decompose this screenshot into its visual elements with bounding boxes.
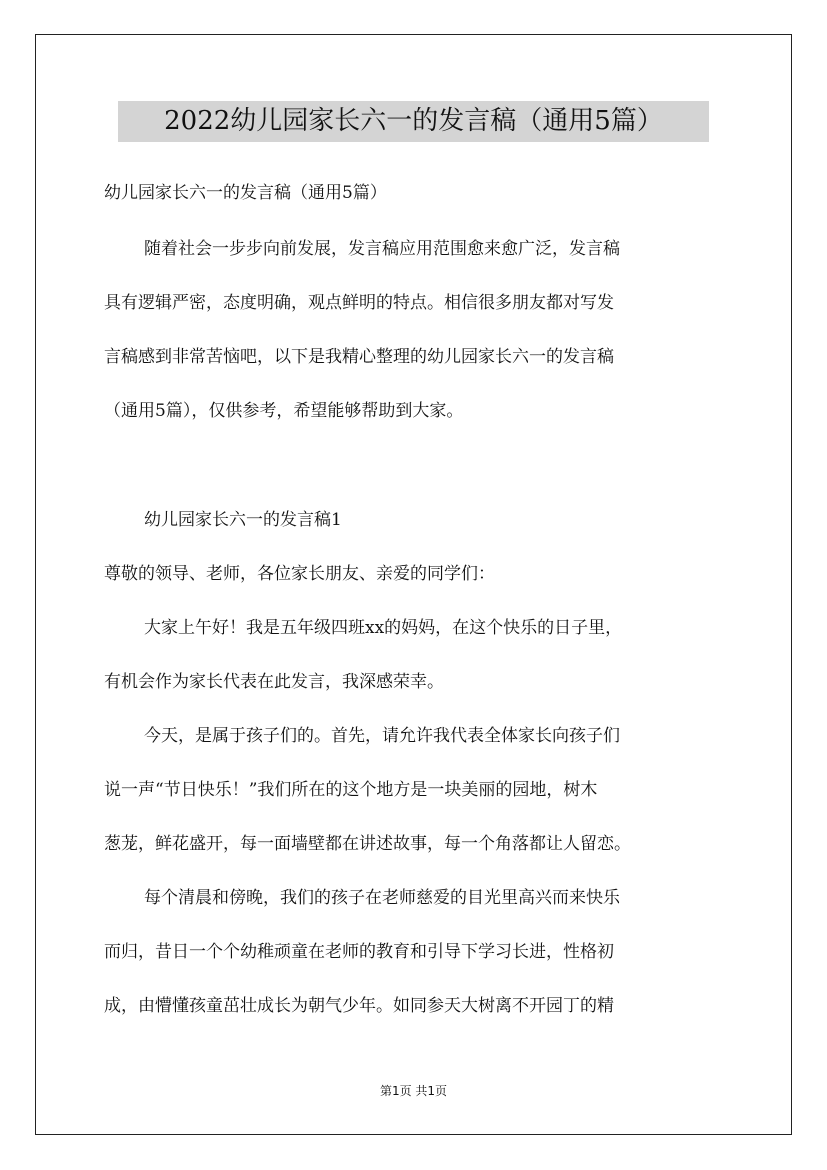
paragraph-line: 有机会作为家长代表在此发言，我深感荣幸。 (104, 672, 444, 692)
page-footer: 第1页 共1页 (379, 1084, 448, 1098)
section-heading: 幼儿园家长六一的发言稿1 (144, 510, 342, 530)
paragraph-line: 具有逻辑严密，态度明确，观点鲜明的特点。相信很多朋友都对写发 (104, 293, 614, 313)
paragraph-line: 每个清晨和傍晚，我们的孩子在老师慈爱的目光里高兴而来快乐 (144, 888, 620, 908)
subtitle: 幼儿园家长六一的发言稿（通用5篇） (104, 183, 387, 203)
paragraph-line: 说一声“节日快乐！”我们所在的这个地方是一块美丽的园地，树木 (104, 780, 598, 800)
paragraph-line: 言稿感到非常苦恼吧，以下是我精心整理的幼儿园家长六一的发言稿 (104, 347, 614, 367)
paragraph-line: 大家上午好！我是五年级四班xx的妈妈，在这个快乐的日子里， (144, 618, 623, 638)
paragraph-line: 今天，是属于孩子们的。首先，请允许我代表全体家长向孩子们 (144, 726, 620, 746)
salutation: 尊敬的领导、老师，各位家长朋友、亲爱的同学们： (104, 564, 495, 584)
paragraph-line: 葱茏，鲜花盛开，每一面墙壁都在讲述故事，每一个角落都让人留恋。 (104, 834, 631, 854)
paragraph-line: （通用5篇），仅供参考，希望能够帮助到大家。 (104, 401, 464, 421)
paragraph-line: 成，由懵懂孩童茁壮成长为朝气少年。如同参天大树离不开园丁的精 (104, 996, 614, 1016)
paragraph-line: 而归，昔日一个个幼稚顽童在老师的教育和引导下学习长进，性格初 (104, 942, 614, 962)
paragraph-line: 随着社会一步步向前发展，发言稿应用范围愈来愈广泛，发言稿 (144, 239, 620, 259)
document-title: 2022幼儿园家长六一的发言稿（通用5篇） (118, 101, 709, 142)
